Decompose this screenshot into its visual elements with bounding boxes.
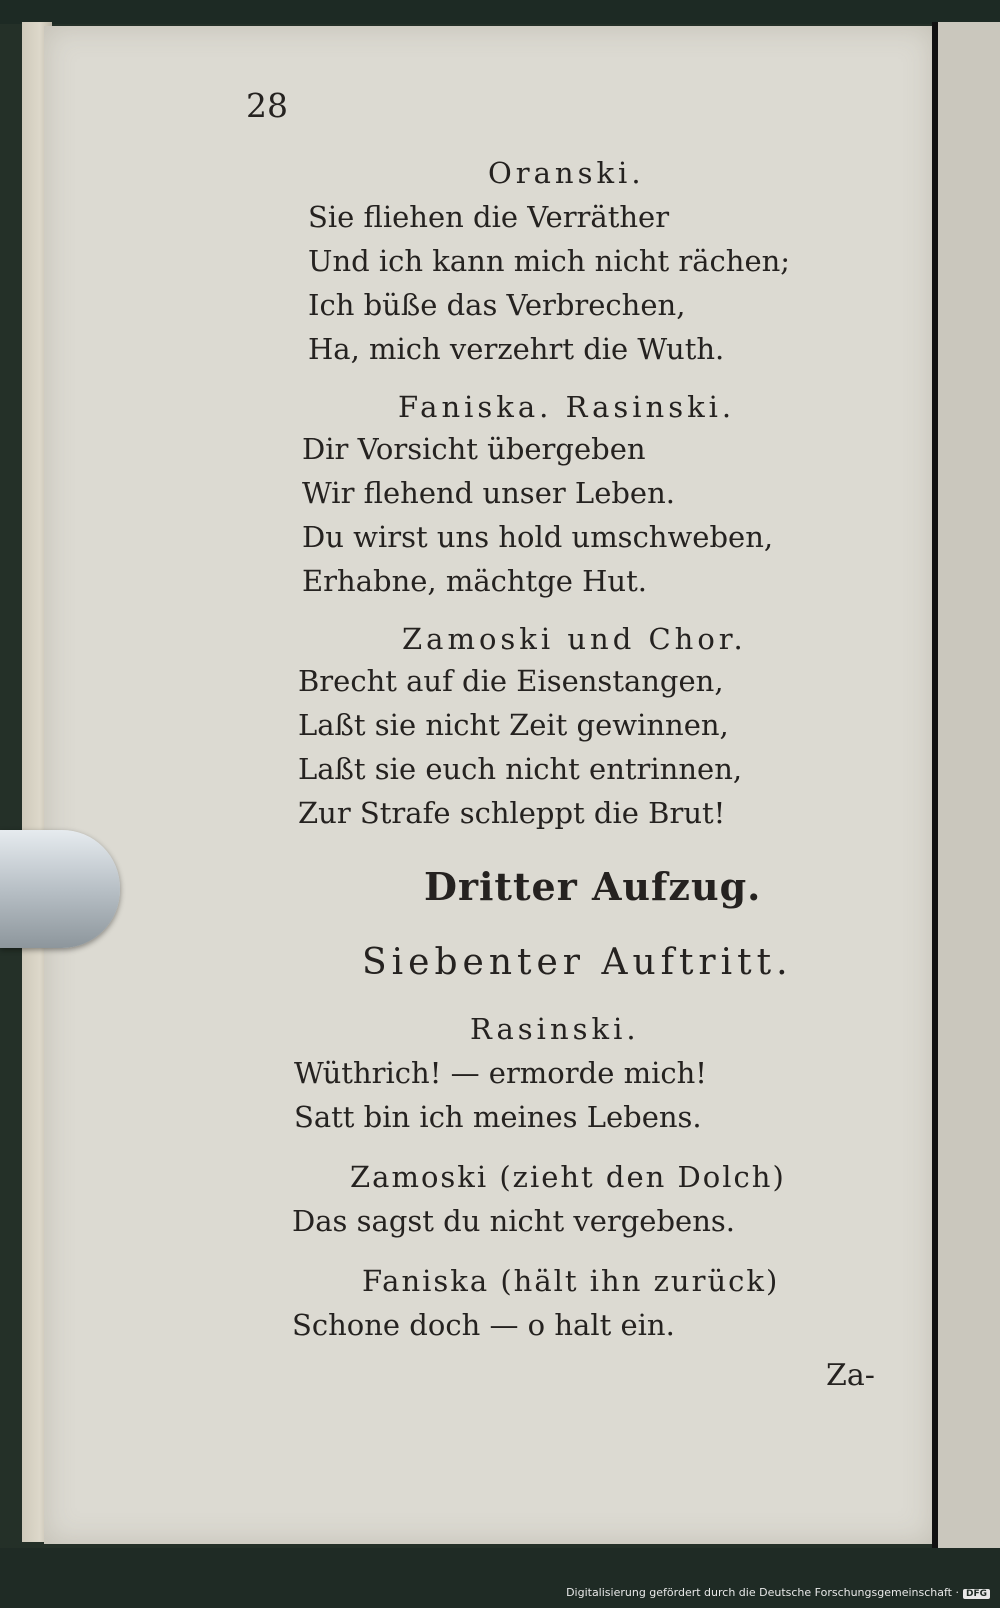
facing-page: [938, 22, 1000, 1548]
scanner-clip: [0, 830, 120, 948]
page-number: 28: [246, 86, 288, 125]
verse-line: Wir flehend unser Leben.: [302, 476, 675, 510]
verse-line: Schone doch — o halt ein.: [292, 1308, 675, 1342]
speaker-rasinski: Rasinski.: [470, 1012, 640, 1046]
verse-line: Brecht auf die Eisenstangen,: [298, 664, 724, 698]
verse-line: Du wirst uns hold umschweben,: [302, 520, 774, 554]
verse-line: Dir Vorsicht übergeben: [302, 432, 646, 466]
scene-heading: Siebenter Auftritt.: [362, 942, 793, 983]
verse-line: Sie fliehen die Verräther: [308, 200, 670, 234]
verse-line: Laßt sie nicht Zeit gewinnen,: [298, 708, 729, 742]
speaker-faniska-rasinski: Faniska. Rasinski.: [398, 390, 736, 424]
verse-line: Und ich kann mich nicht rächen;: [308, 244, 791, 278]
verse-line: Erhabne, mächtge Hut.: [302, 564, 647, 598]
verse-line: Das sagst du nicht vergebens.: [292, 1204, 735, 1238]
scan-background-bottom: [0, 1548, 1000, 1608]
verse-line: Zur Strafe schleppt die Brut!: [298, 796, 726, 830]
footer-text: Digitalisierung gefördert durch die Deutsche Forschungsgemeinschaft ·: [566, 1586, 959, 1599]
dfg-logo: DFG: [963, 1589, 990, 1599]
act-heading: Dritter Aufzug.: [424, 864, 762, 909]
verse-line: Laßt sie euch nicht entrinnen,: [298, 752, 743, 786]
verse-line: Wüthrich! — ermorde mich!: [294, 1056, 707, 1090]
speaker-oranski: Oranski.: [488, 156, 645, 190]
verse-line: Ha, mich verzehrt die Wuth.: [308, 332, 725, 366]
speaker-zamoski-chor: Zamoski und Chor.: [402, 622, 747, 656]
footer-credit: [566, 1586, 990, 1599]
verse-line: Ich büße das Verbrechen,: [308, 288, 686, 322]
verse-line: Satt bin ich meines Lebens.: [294, 1100, 702, 1134]
catchword: Za‑: [826, 1358, 875, 1393]
scan-background-top: [0, 0, 1000, 24]
speaker-faniska: Faniska (hält ihn zurück): [362, 1264, 780, 1298]
speaker-zamoski: Zamoski (zieht den Dolch): [350, 1160, 786, 1194]
